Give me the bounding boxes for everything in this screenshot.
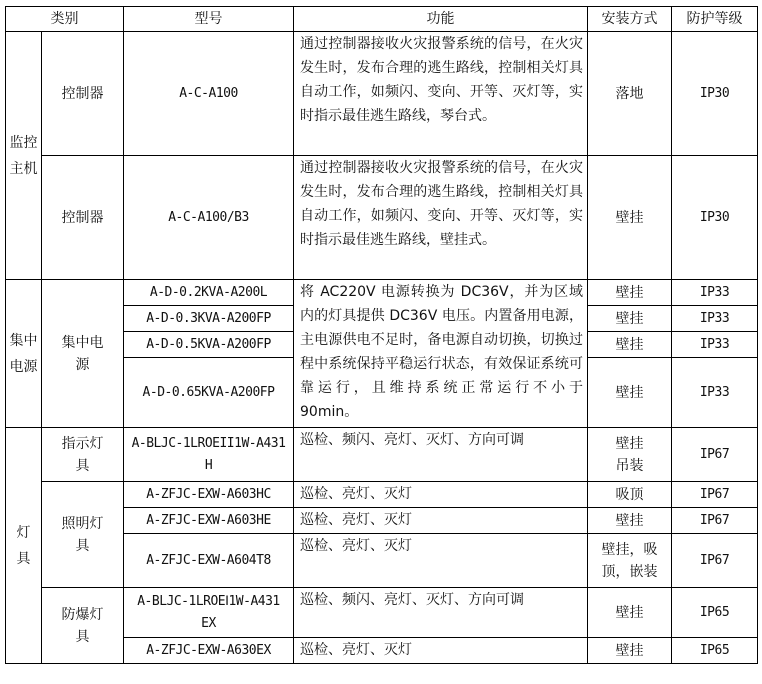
model-cell: A-D-0.3KVA-A200FP: [124, 306, 294, 332]
subgroup-lighting: 照明灯具: [42, 482, 124, 588]
header-function: 功能: [294, 7, 588, 32]
model-cell: A-ZFJC-EXW-A604T8: [124, 534, 294, 588]
install-cell: 壁挂: [588, 358, 672, 428]
protection-cell: IP65: [672, 638, 758, 664]
model-cell: A-C-A100/B3: [124, 156, 294, 280]
protection-cell: IP33: [672, 280, 758, 306]
protection-cell: IP67: [672, 508, 758, 534]
protection-cell: IP30: [672, 32, 758, 156]
model-cell: A-ZFJC-EXW-A603HE: [124, 508, 294, 534]
install-cell: 壁挂: [588, 508, 672, 534]
protection-cell: IP33: [672, 332, 758, 358]
install-cell: 壁挂: [588, 306, 672, 332]
model-cell: A-ZFJC-EXW-A630EX: [124, 638, 294, 664]
subgroup-power: 集中电源: [42, 280, 124, 428]
subgroup-controller: 控制器: [42, 32, 124, 156]
model-cell: A-D-0.65KVA-A200FP: [124, 358, 294, 428]
table-row: [6, 482, 758, 508]
install-cell: 壁挂吊装: [588, 428, 672, 482]
header-model: 型号: [124, 7, 294, 32]
protection-cell: IP67: [672, 428, 758, 482]
model-cell: A-C-A100: [124, 32, 294, 156]
table-row: [6, 428, 758, 482]
install-cell: 壁挂，吸顶，嵌装: [588, 534, 672, 588]
install-cell: 壁挂: [588, 588, 672, 638]
install-cell: 吸顶: [588, 482, 672, 508]
header-category: 类别: [6, 7, 124, 32]
group-lamps: 灯具: [6, 428, 42, 664]
function-cell: 巡检、亮灯、灭灯: [294, 534, 588, 588]
table-row: [6, 280, 758, 306]
model-cell: A-BLJC-1LROEⅠ1W-A431EX: [124, 588, 294, 638]
model-cell: A-D-0.2KVA-A200L: [124, 280, 294, 306]
group-monitor: 监控主机: [6, 32, 42, 280]
protection-cell: IP67: [672, 534, 758, 588]
equipment-table: [5, 6, 758, 664]
install-cell: 壁挂: [588, 156, 672, 280]
subgroup-explosion: 防爆灯具: [42, 588, 124, 664]
function-cell: 巡检、亮灯、灭灯: [294, 508, 588, 534]
header-protection: 防护等级: [672, 7, 758, 32]
protection-cell: IP33: [672, 358, 758, 428]
install-cell: 壁挂: [588, 332, 672, 358]
install-cell: 落地: [588, 32, 672, 156]
group-power: 集中电源: [6, 280, 42, 428]
model-cell: A-ZFJC-EXW-A603HC: [124, 482, 294, 508]
header-install: 安装方式: [588, 7, 672, 32]
function-cell: 巡检、亮灯、灭灯: [294, 482, 588, 508]
table-row: [6, 588, 758, 638]
function-cell: 通过控制器接收火灾报警系统的信号，在火灾发生时，发布合理的逃生路线，控制相关灯具自动工作，如频闪、变向、开等、灭灯等，实时指示最佳逃生路线，琴台式。: [294, 32, 588, 156]
table-row: [6, 156, 758, 280]
header-row: [6, 7, 758, 32]
protection-cell: IP65: [672, 588, 758, 638]
model-cell: A-D-0.5KVA-A200FP: [124, 332, 294, 358]
table-row: [6, 32, 758, 156]
model-cell: A-BLJC-1LROEII1W-A431H: [124, 428, 294, 482]
protection-cell: IP67: [672, 482, 758, 508]
protection-cell: IP33: [672, 306, 758, 332]
subgroup-controller: 控制器: [42, 156, 124, 280]
function-cell: 通过控制器接收火灾报警系统的信号，在火灾发生时，发布合理的逃生路线，控制相关灯具自动工作，如频闪、变向、开等、灭灯等，实时指示最佳逃生路线，壁挂式。: [294, 156, 588, 280]
subgroup-indicator: 指示灯具: [42, 428, 124, 482]
protection-cell: IP30: [672, 156, 758, 280]
function-cell: 巡检、频闪、亮灯、灭灯、方向可调: [294, 428, 588, 482]
function-cell: 巡检、频闪、亮灯、灭灯、方向可调: [294, 588, 588, 638]
install-cell: 壁挂: [588, 638, 672, 664]
function-cell: 将 AC220V 电源转换为 DC36V，并为区域内的灯具提供 DC36V 电压。内置备用电源，主电源供电不足时，备电源自动切换，切换过程中系统保持平稳运行状态，有效保证系统可靠运行，且维持系统正常运行不小于 90min。: [294, 280, 588, 428]
function-cell: 巡检、亮灯、灭灯: [294, 638, 588, 664]
install-cell: 壁挂: [588, 280, 672, 306]
